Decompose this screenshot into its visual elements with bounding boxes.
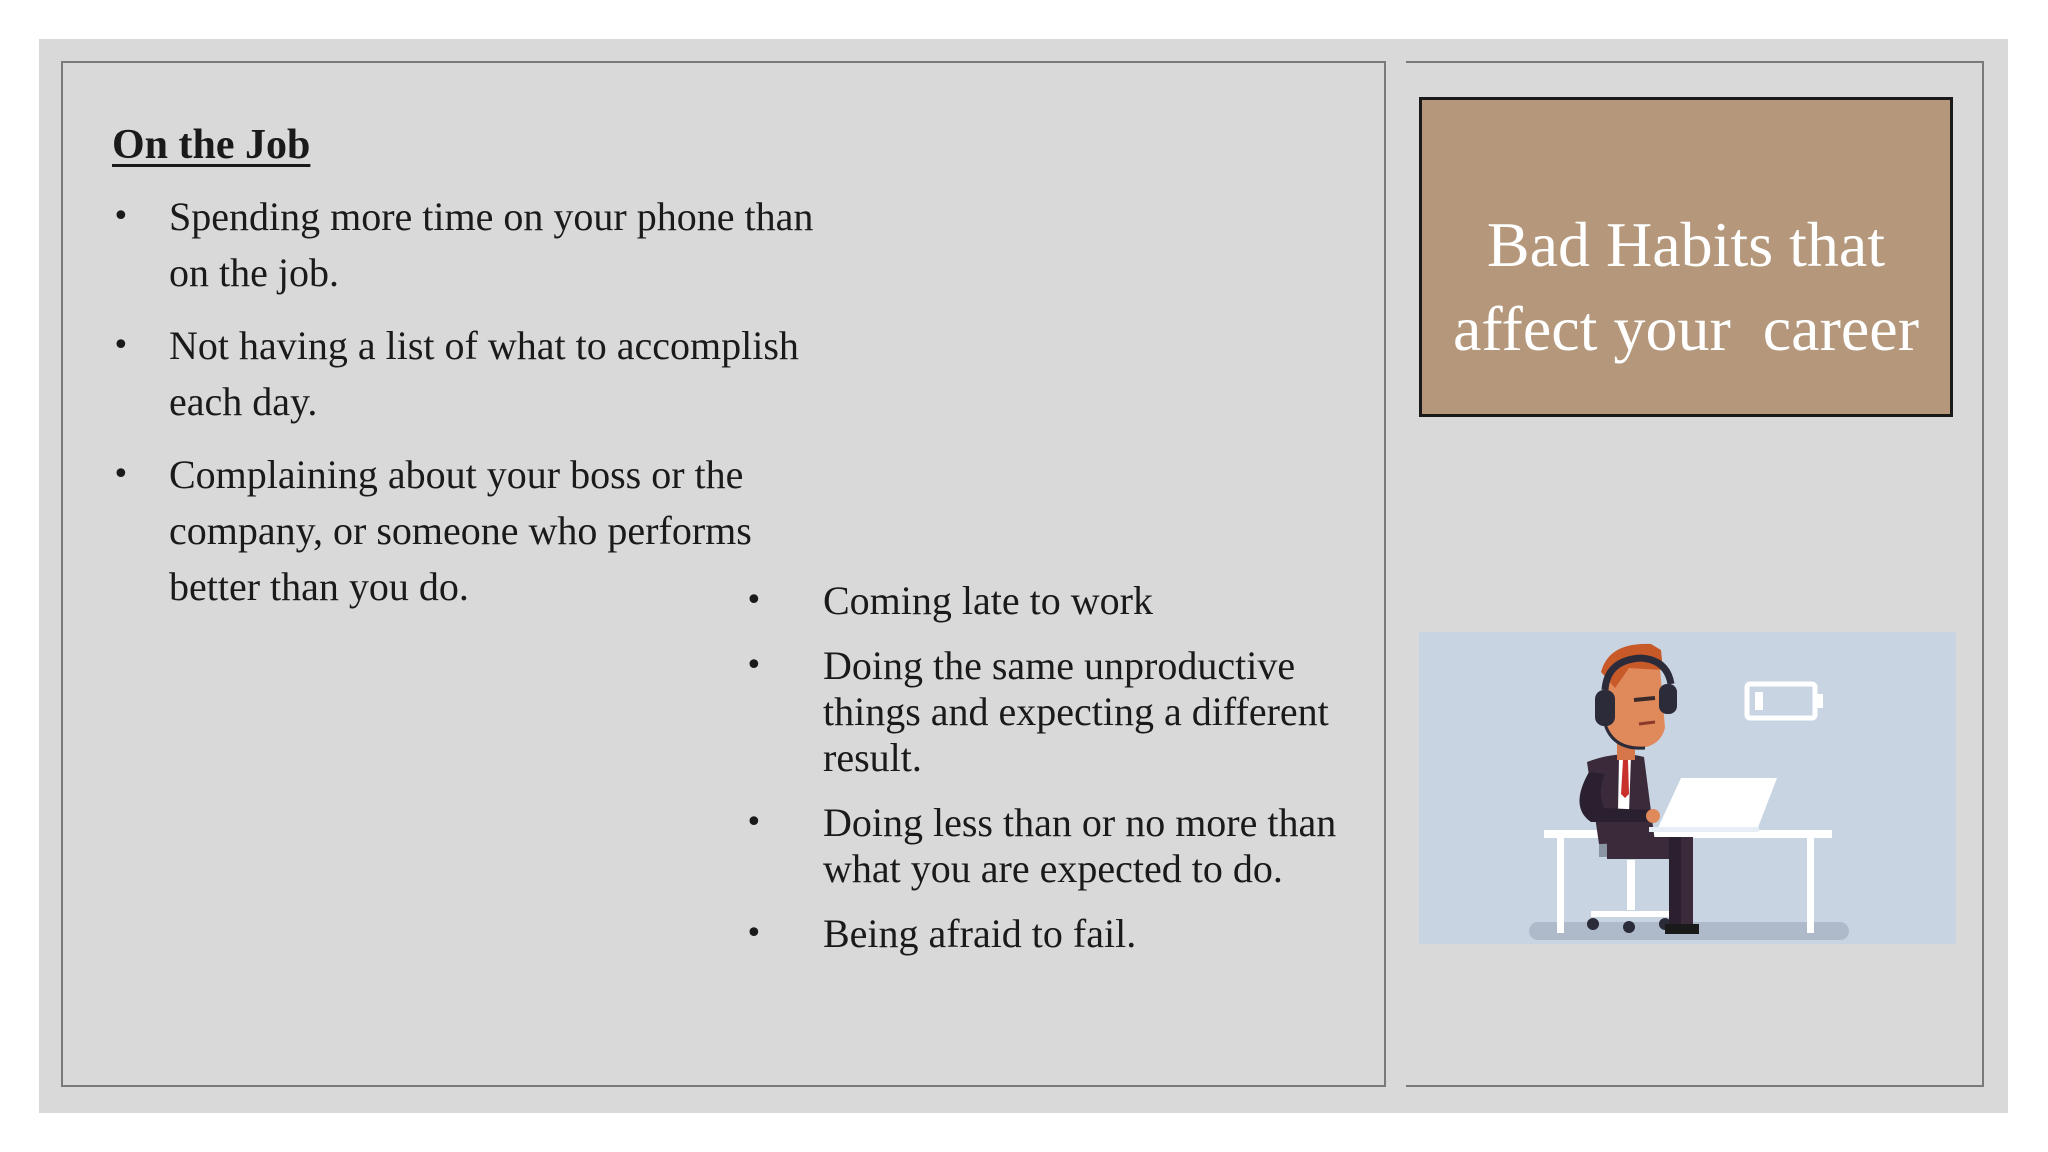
bullet-icon: • — [745, 805, 763, 840]
section-heading: On the Job — [112, 122, 311, 168]
list-item-text: Doing the same unproductive things and expecting a different result. — [823, 643, 1329, 780]
list-item-text: Not having a list of what to accomplish each day. — [169, 323, 799, 424]
title-line-2: affect your career — [1452, 293, 1920, 364]
slide-divider — [1384, 61, 1406, 1087]
bullet-icon: • — [745, 648, 763, 683]
list-item — [112, 318, 832, 430]
bullet-icon: • — [745, 583, 763, 618]
title-line-1: Bad Habits that — [1486, 209, 1886, 280]
worker-hand — [1646, 809, 1660, 823]
slide — [39, 39, 2008, 1113]
list-item — [741, 643, 1381, 781]
tired-worker-illustration — [1419, 632, 1956, 944]
list-item-text: Doing less than or no more than what you are expected to do. — [823, 800, 1337, 891]
list-item-text: Complaining about your boss or the company, or someone who performs better than you do. — [169, 452, 752, 609]
right-bullet-list — [741, 578, 1381, 976]
title-box — [1419, 97, 1953, 417]
list-item — [112, 189, 832, 301]
list-item — [741, 911, 1381, 957]
list-item-text: Spending more time on your phone than on the job. — [169, 194, 814, 295]
list-item-text: Coming late to work — [823, 578, 1153, 623]
slide-title — [1422, 203, 1950, 371]
list-item-text: Being afraid to fail. — [823, 911, 1137, 956]
bullet-icon: • — [112, 328, 130, 363]
left-bullet-list — [112, 189, 832, 632]
bullet-icon: • — [112, 199, 130, 234]
bullet-icon: • — [112, 457, 130, 492]
bullet-icon: • — [745, 916, 763, 951]
list-item — [741, 800, 1381, 892]
list-item — [112, 447, 832, 615]
list-item — [741, 578, 1381, 624]
